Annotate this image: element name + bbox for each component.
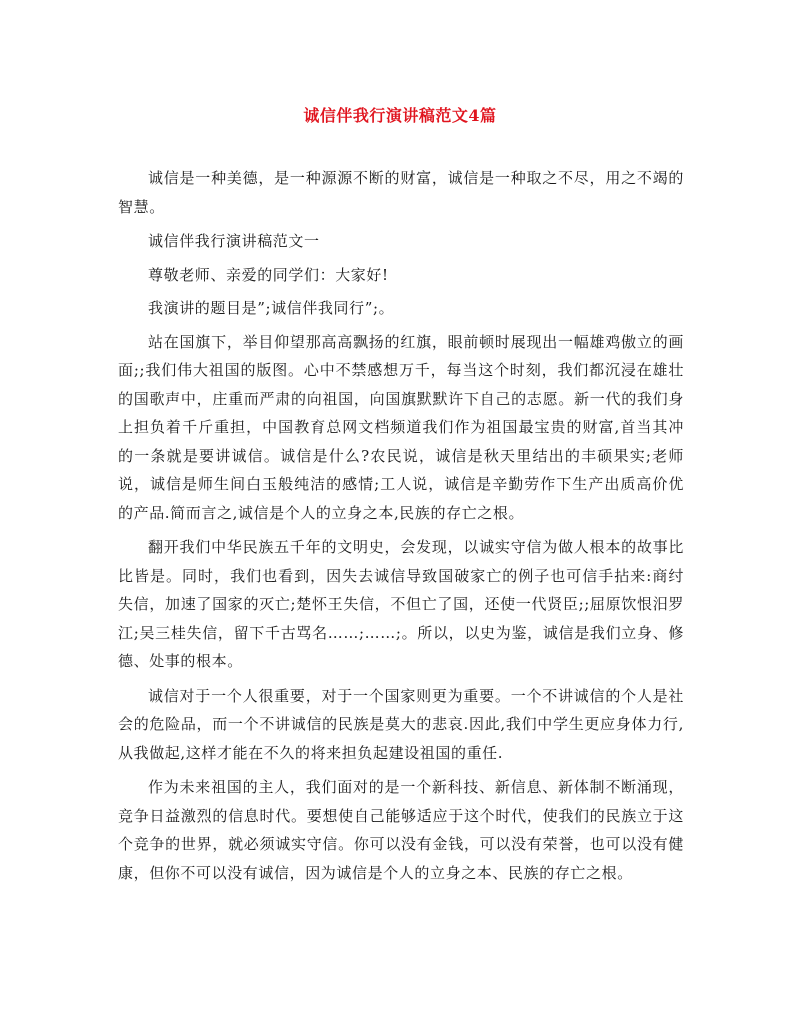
paragraph-history: 翻开我们中华民族五千年的文明史，会发现，以诚实守信为做人根本的故事比比皆是。同时，我们也看到，因失去诚信导致国破家亡的例子也可信手拈来:商纣失信，加速了国家的灭亡;楚怀王失信，不但亡了国，还使一代贤臣;;屈原饮恨汨罗江;吴三桂失信，留下千古骂名……;……;。所以，以史为鉴，诚信是我们立身、修德、处事的根本。 [118,538,684,670]
paragraph-section-heading: 诚信伴我行演讲稿范文一 [148,232,320,250]
paragraph-importance: 诚信对于一个人很重要，对于一个国家则更为重要。一个不讲诚信的个人是社会的危险品，而一个不讲诚信的民族是莫大的悲哀.因此,我们中学生更应身体力行,从我做起,这样才能在不久的将来担负起建设祖国的重任. [118,686,684,762]
paragraph-future: 作为未来祖国的主人，我们面对的是一个新科技、新信息、新体制不断涌现，竞争日益激烈的信息时代。要想使自己能够适应于这个时代，使我们的民族立于这个竞争的世界，就必须诚实守信。你可以没有金钱，可以没有荣誉，也可以没有健康，但你不可以没有诚信，因为诚信是个人的立身之本、民族的存亡之根。 [118,778,684,882]
document-body [118,164,684,893]
paragraph-intro: 诚信是一种美德，是一种源源不断的财富，诚信是一种取之不尽，用之不竭的智慧。 [118,169,684,216]
paragraph-flag: 站在国旗下，举目仰望那高高飘扬的红旗，眼前顿时展现出一幅雄鸡傲立的画面;;我们伟大祖国的版图。心中不禁感想万千，每当这个时刻，我们都沉浸在雄壮的国歌声中，庄重而严肃的向祖国，向国旗默默许下自己的志愿。新一代的我们身上担负着千斤重担，中国教育总网文档频道我们作为祖国最宝贵的财富,首当其冲的一条就是要讲诚信。诚信是什么?农民说，诚信是秋天里结出的丰硕果实;老师说，诚信是师生间白玉般纯洁的感情;工人说，诚信是辛勤劳作下生产出质高价优的产品.简而言之,诚信是个人的立身之本,民族的存亡之根。 [118,332,684,522]
paragraph-topic: 我演讲的题目是”;诚信伴我同行”;。 [148,299,395,317]
document-title: 诚信伴我行演讲稿范文4篇 [303,106,497,125]
paragraph-greeting: 尊敬老师、亲爱的同学们：大家好! [148,265,389,284]
